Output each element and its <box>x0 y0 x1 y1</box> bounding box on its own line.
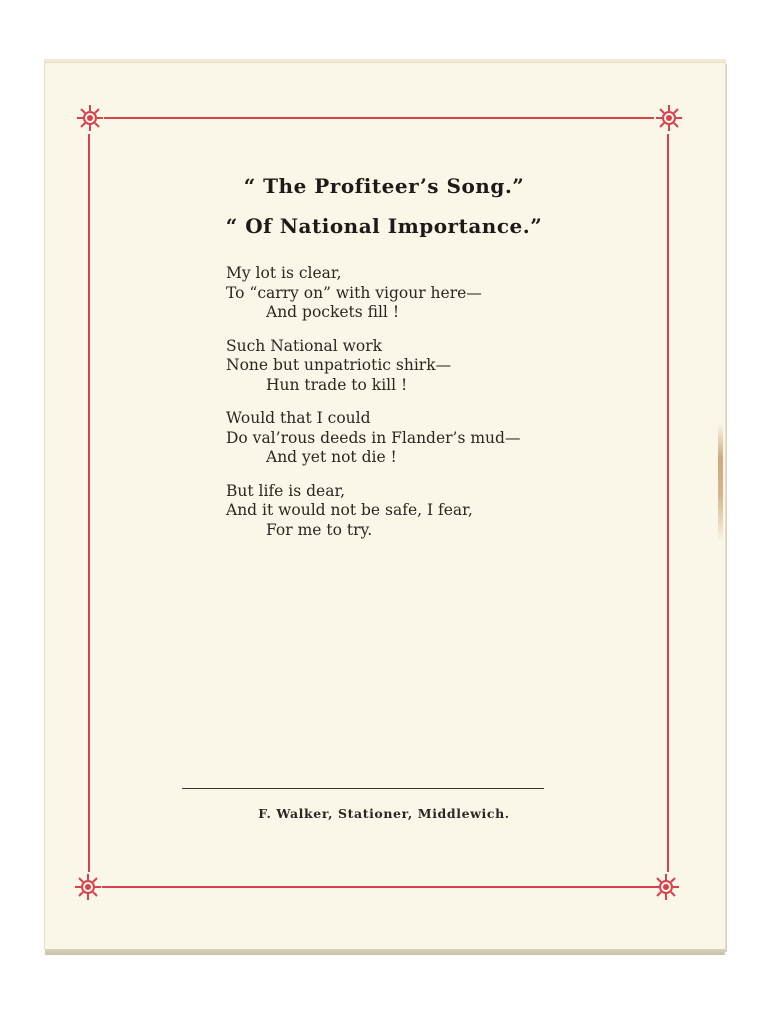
stanza <box>226 264 626 323</box>
page-edge <box>45 949 725 955</box>
border-left <box>88 134 90 872</box>
poem-line: None but unpatriotic shirk— <box>226 356 452 374</box>
border-top <box>104 117 654 119</box>
song-subtitle: “ Of National Importance.” <box>225 214 543 238</box>
poem-line: And yet not die ! <box>266 448 397 466</box>
poem-line: Hun trade to kill ! <box>266 375 408 394</box>
corner-ornament-bottom-left-icon <box>74 873 102 901</box>
corner-ornament-top-right-icon <box>655 104 683 132</box>
edge-stain <box>718 423 723 543</box>
border-bottom <box>102 886 654 888</box>
border-right <box>667 134 669 872</box>
song-title: “ The Profiteer’s Song.” <box>243 174 525 198</box>
poem-line: Do val’rous deeds in Flander’s mud— <box>226 428 521 447</box>
poem-line: For me to try. <box>266 520 373 539</box>
footer-divider <box>182 788 544 789</box>
poem-line: Would that I could <box>226 409 371 427</box>
poem-line: And it would not be safe, I fear, <box>226 501 473 519</box>
poem-line: But life is dear, <box>226 481 346 500</box>
poem-line: To “carry on” with vigour here— <box>226 283 482 302</box>
stanza <box>226 337 626 396</box>
corner-ornament-top-left-icon <box>76 104 104 132</box>
stanza <box>226 482 626 541</box>
poem-line: And pockets fill ! <box>266 303 400 321</box>
poem-line: Such National work <box>226 336 383 355</box>
stanza <box>226 409 626 468</box>
printer-imprint: F. Walker, Stationer, Middlewich. <box>258 806 510 821</box>
poem <box>226 264 626 554</box>
poem-line: My lot is clear, <box>226 264 342 282</box>
corner-ornament-bottom-right-icon <box>652 873 680 901</box>
